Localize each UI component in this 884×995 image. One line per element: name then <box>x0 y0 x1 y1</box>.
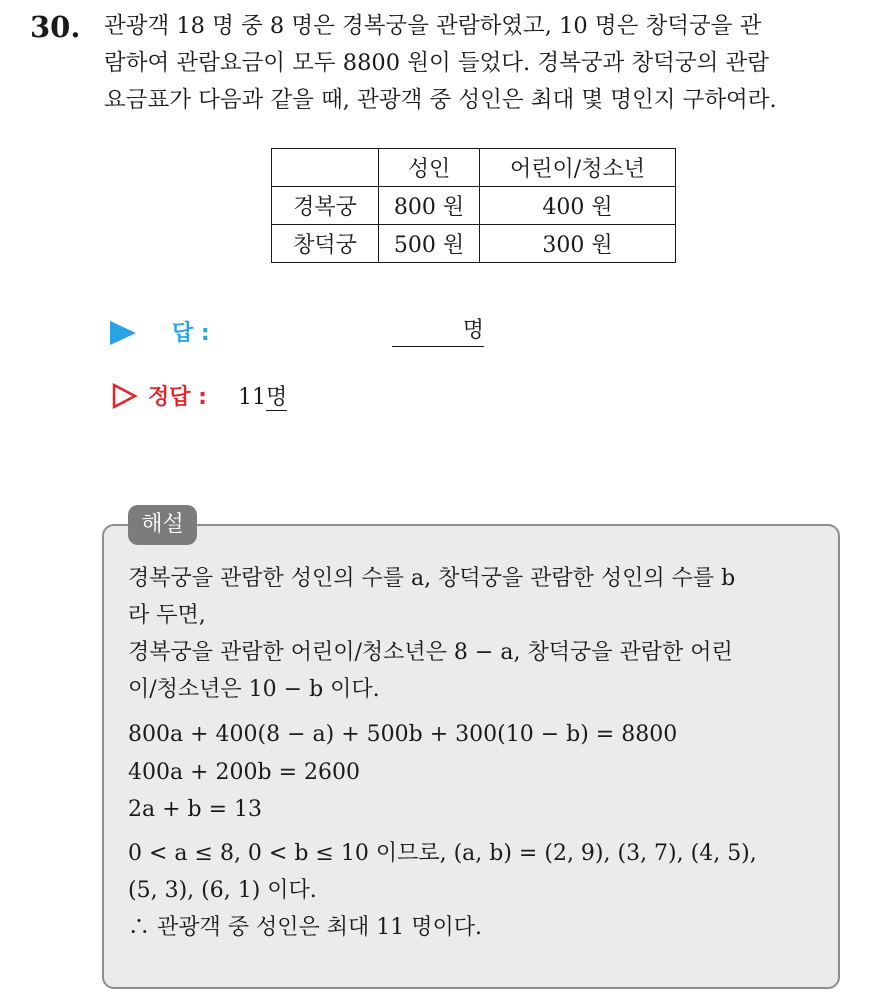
solution-equation: 400a + 200b = 2600 <box>128 759 361 785</box>
correct-answer-number: 11 <box>238 385 266 410</box>
answer-input-line[interactable] <box>392 316 484 347</box>
solution-line: 이/청소년은 10 − b 이다. <box>128 677 380 702</box>
table-cell: 800 원 <box>379 187 480 225</box>
table-row <box>272 187 676 225</box>
play-triangle-icon <box>110 321 136 345</box>
answer-row <box>110 316 510 352</box>
correct-answer-label: 정답 : <box>148 385 207 410</box>
table-header-cell <box>272 149 379 187</box>
correct-answer-row <box>110 378 510 414</box>
table-row <box>272 225 676 263</box>
fee-table-header-row <box>272 149 676 187</box>
question-number: 30. <box>30 10 81 44</box>
solution-conclusion-line: ∴ 관광객 중 성인은 최대 11 명이다. <box>128 914 482 940</box>
solution-conclusion-line: 0 < a ≤ 8, 0 < b ≤ 10 이므로, (a, b) = (2, 9), (3, 7), (4, 5), <box>128 840 757 866</box>
table-cell: 500 원 <box>379 225 480 263</box>
solution-conclusion-line: (5, 3), (6, 1) 이다. <box>128 877 317 903</box>
answer-label: 답 : <box>172 321 210 346</box>
correct-answer-value <box>238 380 287 411</box>
table-cell: 창덕궁 <box>272 225 379 263</box>
solution-line: 라 두면, <box>128 603 206 628</box>
correct-answer-unit: 명 <box>266 385 288 410</box>
solution-equation: 800a + 400(8 − a) + 500b + 300(10 − b) = 8800 <box>128 722 678 747</box>
solution-line: 경복궁을 관람한 어린이/청소년은 8 − a, 창덕궁을 관람한 어린 <box>128 640 733 665</box>
solution-line: 경복궁을 관람한 성인의 수를 a, 창덕궁을 관람한 성인의 수를 b <box>128 566 736 591</box>
table-header-cell: 어린이/청소년 <box>480 149 676 187</box>
table-header-cell: 성인 <box>379 149 480 187</box>
fee-table <box>271 148 676 263</box>
solution-tag: 해설 <box>128 505 197 545</box>
question-text <box>104 8 869 119</box>
table-cell: 300 원 <box>480 225 676 263</box>
table-cell: 400 원 <box>480 187 676 225</box>
question-line: 람하여 관람요금이 모두 8800 원이 들었다. 경복궁과 창덕궁의 관람 <box>104 50 770 76</box>
outlined-triangle-icon <box>112 383 138 409</box>
question-line: 요금표가 다음과 같을 때, 관광객 중 성인은 최대 몇 명인지 구하여라. <box>104 87 777 113</box>
question-line: 관광객 18 명 중 8 명은 경복궁을 관람하였고, 10 명은 창덕궁을 관 <box>104 13 762 39</box>
answer-unit: 명 <box>462 318 484 343</box>
solution-equation: 2a + b = 13 <box>128 797 263 822</box>
table-cell: 경복궁 <box>272 187 379 225</box>
solution-body <box>128 560 828 946</box>
